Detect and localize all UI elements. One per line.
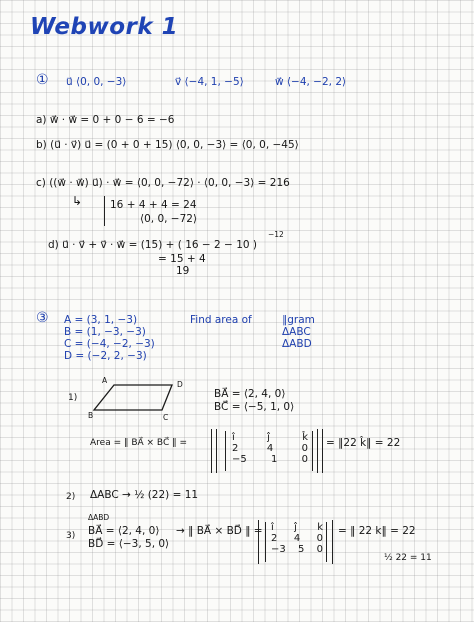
problem-1-number: ①: [36, 72, 49, 88]
part-3-half: ½ 22 = 11: [384, 553, 432, 563]
vector-u: u⃗ ⟨0, 0, −3⟩: [66, 76, 127, 88]
det2-b3: 0: [316, 544, 323, 555]
det1-k: k̂: [302, 432, 308, 443]
vertex-c: C: [163, 413, 169, 422]
part-d-result: 19: [176, 265, 190, 277]
determinant-2: [271, 522, 323, 555]
norm-bar-left-1: [211, 429, 212, 473]
det2-a2: 4: [293, 533, 301, 544]
norm-bar-right-2: [322, 429, 323, 473]
part-b: b) (u⃗ · v⃗) u⃗ = (0 + 0 + 15) ⟨0, 0, −3⟩ = ⟨0, 0, −45⟩: [36, 139, 299, 151]
norm-bar-right-1: [317, 429, 318, 473]
det1-j: ĵ: [267, 432, 270, 443]
det1-b2: 1: [271, 454, 278, 465]
det2-j: ĵ: [294, 522, 297, 533]
det2-bar-left: [265, 522, 266, 562]
det2-b2: 5: [298, 544, 305, 555]
det-bar-left: [225, 431, 226, 471]
norm2-bar-left: [258, 520, 259, 564]
det1-i: î: [232, 432, 235, 443]
vertex-b: B: [88, 411, 94, 420]
find-triangle-abd: ΔABD: [282, 338, 312, 350]
part-c-work-2: ⟨0, 0, −72⟩: [140, 213, 198, 225]
det2-b1: −3: [271, 544, 286, 555]
det1-a2: 4: [266, 443, 274, 454]
norm2-bar-right: [332, 520, 333, 564]
vector-ba-2: BA⃗ = ⟨2, 4, 0⟩: [88, 525, 160, 537]
area-label: Area = ‖ BA⃗ × BC⃗ ‖ =: [90, 438, 187, 448]
norm-bar-left-2: [216, 429, 217, 473]
det1-b3: 0: [301, 454, 308, 465]
det2-a1: 2: [271, 533, 278, 544]
part-c: c) ((w⃗ · w⃗) u⃗) · w⃗ = ⟨0, 0, −72⟩ · ⟨0, 0, −3⟩ = 216: [36, 177, 290, 189]
part-c-work-1: 16 + 4 + 4 = 24: [110, 199, 197, 211]
part-1-label: 1): [68, 393, 78, 403]
det2-a3: 0: [316, 533, 323, 544]
point-b: B = (1, −3, −3): [64, 326, 146, 338]
det2-i: î: [271, 522, 274, 533]
determinant-1: [232, 432, 308, 465]
det2-k: k: [317, 522, 323, 533]
vector-bc: BC⃗ = ⟨−5, 1, 0⟩: [214, 401, 295, 413]
part-d: d) u⃗ · v⃗ + v⃗ · w⃗ = (15) + ( 16 − 2 − 10 ): [48, 239, 257, 251]
abd-label: ΔABD: [88, 513, 110, 522]
problem-3-number: ③: [36, 310, 49, 326]
find-parallelogram: ∥gram: [282, 314, 315, 326]
vector-bd: BD⃗ = ⟨−3, 5, 0⟩: [88, 538, 170, 550]
point-d: D = (−2, 2, −3): [64, 350, 147, 362]
det1-b1: −5: [232, 454, 247, 465]
det1-a1: 2: [232, 443, 239, 454]
part-a: a) w⃗ · w⃗ = 0 + 0 − 6 = −6: [36, 114, 175, 126]
point-a: A = (3, 1, −3): [64, 314, 138, 326]
vector-w: w⃗ ⟨−4, −2, 2⟩: [275, 76, 347, 88]
parallelogram-shape: [94, 385, 172, 410]
det-bar-right: [312, 431, 313, 471]
find-label: Find area of: [190, 314, 252, 326]
part-d-note: −12: [268, 230, 284, 239]
point-c: C = (−4, −2, −3): [64, 338, 155, 350]
find-triangle-abc: ΔABC: [282, 326, 311, 338]
part-2-work: ΔABC → ½ (22) = 11: [90, 489, 199, 501]
det2-bar-right: [326, 522, 327, 562]
vertex-d: D: [177, 380, 183, 389]
part-3-label: 3): [66, 531, 76, 541]
arrow-icon: ↳: [72, 194, 83, 208]
part-d-work: = 15 + 4: [158, 253, 206, 265]
part-2-label: 2): [66, 492, 76, 502]
det1-a3: 0: [301, 443, 308, 454]
part-3-result: = ‖ 22 k‖ = 22: [338, 525, 416, 537]
vector-v: v⃗ ⟨−4, 1, −5⟩: [175, 76, 244, 88]
page-title: Webwork 1: [30, 14, 179, 40]
part-3-norm: → ‖ BA⃗ × BD⃗ ‖ =: [176, 525, 263, 537]
vector-ba: BA⃗ = ⟨2, 4, 0⟩: [214, 388, 286, 400]
area-result: = ‖22 k̂‖ = 22: [326, 437, 401, 449]
vertex-a: A: [102, 376, 108, 385]
